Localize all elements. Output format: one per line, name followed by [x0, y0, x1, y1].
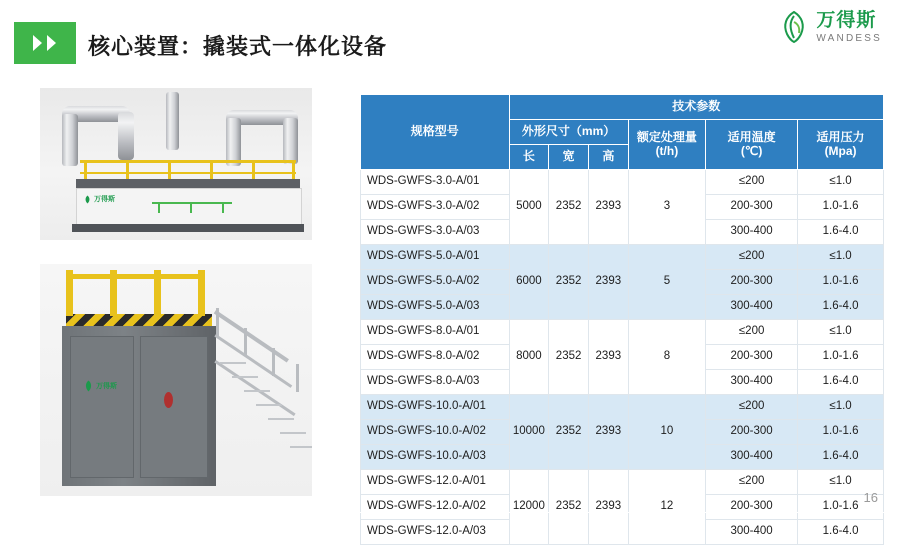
page-number: 16 — [863, 490, 878, 505]
th-pressure-line2: (Mpa) — [824, 143, 857, 158]
double-chevron-right-icon — [32, 33, 59, 53]
body-brand-logo — [84, 194, 115, 204]
cell-pressure: 1.0-1.6 — [798, 345, 884, 370]
cell-temperature: ≤200 — [706, 470, 798, 495]
th-temperature — [706, 120, 798, 170]
deck-band — [76, 179, 300, 188]
cell-length: 8000 — [509, 320, 549, 395]
stair-step — [290, 446, 312, 448]
stair-post — [296, 364, 299, 392]
rail-post — [210, 160, 213, 180]
cell-pressure: 1.6-4.0 — [798, 520, 884, 545]
image-column — [40, 88, 312, 496]
cell-height: 2393 — [588, 395, 628, 470]
cell-model: WDS-GWFS-3.0-A/02 — [361, 195, 510, 220]
rail-post — [292, 160, 295, 180]
body-brand-cn: 万得斯 — [94, 196, 115, 203]
cell-width: 2352 — [549, 170, 589, 245]
pipe-vertical-left2 — [118, 112, 134, 160]
cell-pressure: 1.6-4.0 — [798, 295, 884, 320]
pipe-vertical-left — [62, 114, 78, 166]
cell-width: 2352 — [549, 470, 589, 545]
brand-logo — [779, 10, 882, 44]
th-width: 宽 — [549, 145, 589, 170]
cell-pressure: 1.0-1.6 — [798, 195, 884, 220]
brand-name-cn: 万得斯 — [816, 9, 877, 31]
cell-height: 2393 — [588, 320, 628, 395]
equipment-photo-bottom — [40, 264, 312, 496]
cell-temperature: 300-400 — [706, 295, 798, 320]
cell-temperature: ≤200 — [706, 320, 798, 345]
cell-model: WDS-GWFS-3.0-A/03 — [361, 220, 510, 245]
stair-step — [244, 390, 270, 392]
cell-length: 10000 — [509, 395, 549, 470]
cell-temperature: 200-300 — [706, 270, 798, 295]
cell-model: WDS-GWFS-10.0-A/03 — [361, 445, 510, 470]
cell-height: 2393 — [588, 170, 628, 245]
brand-text — [816, 11, 882, 44]
cell-temperature: ≤200 — [706, 395, 798, 420]
stair-step — [232, 376, 258, 378]
pipe-vertical-right — [226, 118, 241, 166]
cell-width: 2352 — [549, 245, 589, 320]
table-row — [361, 320, 884, 345]
spec-table-wrapper — [360, 94, 884, 545]
title-chip — [14, 22, 76, 64]
cell-temperature: 200-300 — [706, 495, 798, 520]
cell-pressure: ≤1.0 — [798, 395, 884, 420]
body-tick — [222, 204, 224, 213]
stair-step — [268, 418, 294, 420]
cell-model: WDS-GWFS-5.0-A/03 — [361, 295, 510, 320]
cell-temperature: 300-400 — [706, 220, 798, 245]
cell-pressure: ≤1.0 — [798, 320, 884, 345]
cell-model: WDS-GWFS-3.0-A/01 — [361, 170, 510, 195]
body-tick — [158, 204, 160, 213]
cell-height: 2393 — [588, 470, 628, 545]
cell-pressure: 1.0-1.6 — [798, 270, 884, 295]
rail-post — [252, 160, 255, 180]
cell-model: WDS-GWFS-12.0-A/03 — [361, 520, 510, 545]
cell-pressure: 1.0-1.6 — [798, 420, 884, 445]
cell-temperature: ≤200 — [706, 170, 798, 195]
cell-capacity: 3 — [628, 170, 705, 245]
cell-temperature: 200-300 — [706, 195, 798, 220]
th-length: 长 — [509, 145, 549, 170]
cell-model: WDS-GWFS-8.0-A/01 — [361, 320, 510, 345]
cell-temperature: 300-400 — [706, 520, 798, 545]
cell-length: 5000 — [509, 170, 549, 245]
cell-model: WDS-GWFS-8.0-A/02 — [361, 345, 510, 370]
th-model: 规格型号 — [361, 95, 510, 170]
th-temp-line1: 适用温度 — [727, 129, 776, 144]
cell-pressure: 1.6-4.0 — [798, 370, 884, 395]
spec-table-body — [361, 170, 884, 545]
cell-capacity: 12 — [628, 470, 705, 545]
guard-rail-mid — [80, 172, 296, 174]
stair-post — [244, 328, 247, 356]
cell-temperature: ≤200 — [706, 245, 798, 270]
rail-post — [126, 160, 129, 180]
cell-model: WDS-GWFS-12.0-A/01 — [361, 470, 510, 495]
th-capacity-line2: (t/h) — [655, 143, 679, 158]
equipment-base — [72, 224, 304, 232]
rail-post — [84, 160, 87, 180]
cell-pressure: 1.0-1.6 — [798, 495, 884, 520]
cell-length: 12000 — [509, 470, 549, 545]
table-row — [361, 395, 884, 420]
stair-post — [272, 348, 275, 376]
cell-capacity: 8 — [628, 320, 705, 395]
brand-name-en: WANDESS — [816, 32, 882, 44]
container-brand-logo — [84, 380, 117, 392]
container-brand-cn: 万得斯 — [96, 383, 117, 390]
stair-step — [256, 404, 282, 406]
cell-width: 2352 — [549, 395, 589, 470]
th-group-title: 技术参数 — [509, 95, 884, 120]
stair-step — [280, 432, 306, 434]
th-capacity-line1: 额定处理量 — [636, 129, 697, 144]
guard-rail-top — [80, 160, 296, 163]
th-pressure — [798, 120, 884, 170]
cell-model: WDS-GWFS-12.0-A/02 — [361, 495, 510, 520]
yellow-rail — [66, 274, 205, 279]
cell-pressure: 1.6-4.0 — [798, 445, 884, 470]
cell-pressure: 1.6-4.0 — [798, 220, 884, 245]
leaf-logo-icon — [779, 10, 809, 44]
table-row — [361, 245, 884, 270]
spec-table — [360, 94, 884, 545]
table-row — [361, 170, 884, 195]
stair-handrail-lower — [214, 334, 292, 388]
pipe-vertical-right2 — [283, 118, 298, 164]
stack-pipe-icon — [166, 92, 179, 150]
table-row — [361, 470, 884, 495]
indicator-light-icon — [164, 392, 173, 408]
stair-handrail-upper — [214, 310, 289, 363]
th-temp-line2: (℃) — [740, 143, 763, 158]
cell-capacity: 10 — [628, 395, 705, 470]
cell-model: WDS-GWFS-5.0-A/01 — [361, 245, 510, 270]
th-height: 高 — [588, 145, 628, 170]
th-dimension-group: 外形尺寸（mm） — [509, 120, 628, 145]
hazard-stripe — [66, 314, 212, 326]
stair-post — [216, 308, 219, 336]
container-door-right — [140, 336, 208, 478]
cell-temperature: 300-400 — [706, 370, 798, 395]
th-pressure-line1: 适用压力 — [816, 129, 865, 144]
cell-height: 2393 — [588, 245, 628, 320]
stair-step — [220, 362, 246, 364]
rail-post — [168, 160, 171, 180]
th-capacity — [628, 120, 705, 170]
cell-temperature: 200-300 — [706, 420, 798, 445]
body-tick — [190, 204, 192, 213]
cell-temperature: 300-400 — [706, 445, 798, 470]
cell-model: WDS-GWFS-10.0-A/02 — [361, 420, 510, 445]
equipment-photo-top — [40, 88, 312, 240]
table-header-row-1 — [361, 95, 884, 120]
cell-length: 6000 — [509, 245, 549, 320]
body-accent-line — [152, 202, 232, 204]
cell-pressure: ≤1.0 — [798, 470, 884, 495]
spec-table-head — [361, 95, 884, 170]
cell-pressure: ≤1.0 — [798, 170, 884, 195]
cell-model: WDS-GWFS-8.0-A/03 — [361, 370, 510, 395]
stair-stringer — [214, 360, 295, 416]
cell-pressure: ≤1.0 — [798, 245, 884, 270]
page-title: 核心装置：撬装式一体化设备 — [88, 34, 388, 59]
cell-width: 2352 — [549, 320, 589, 395]
cell-model: WDS-GWFS-5.0-A/02 — [361, 270, 510, 295]
cell-capacity: 5 — [628, 245, 705, 320]
cell-temperature: 200-300 — [706, 345, 798, 370]
cell-model: WDS-GWFS-10.0-A/01 — [361, 395, 510, 420]
container-door-left — [70, 336, 134, 478]
slide-header — [0, 0, 904, 80]
